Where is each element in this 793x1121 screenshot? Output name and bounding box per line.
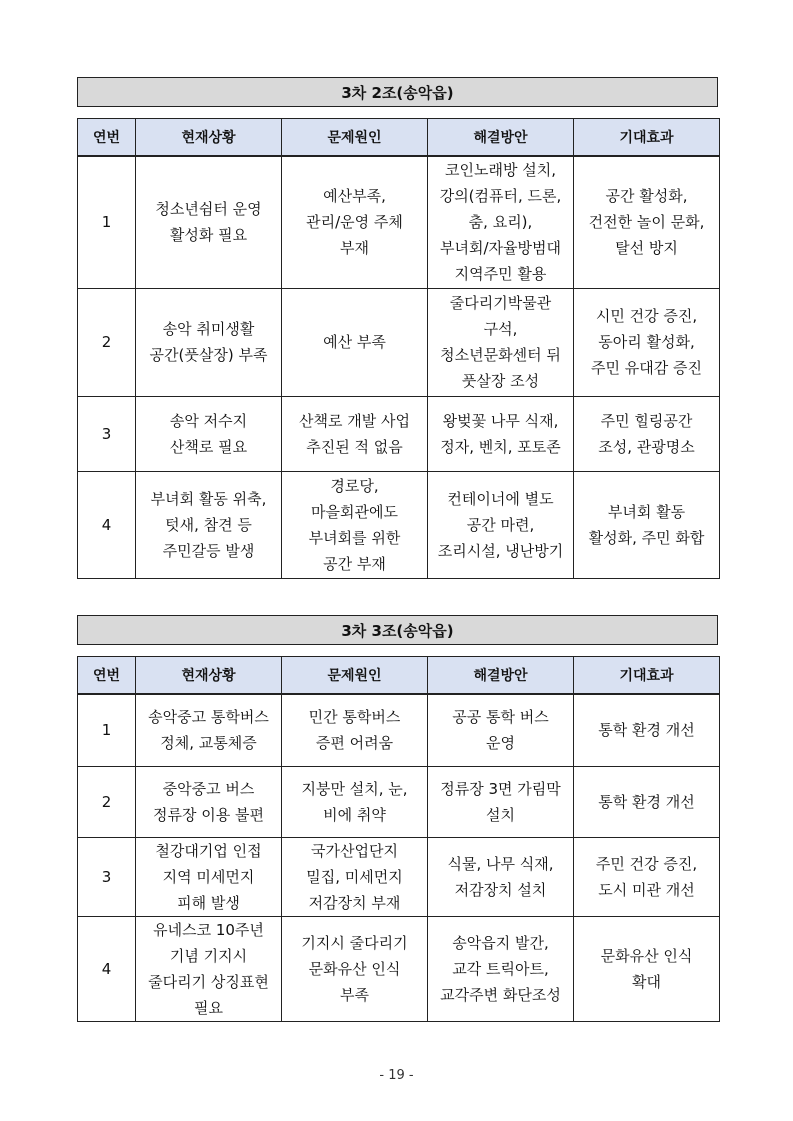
header-cell: 현재상황	[136, 119, 282, 157]
solution: 코인노래방 설치, 강의(컴퓨터, 드론, 춤, 요리), 부녀회/자율방범대 지역주민 활용	[428, 156, 574, 288]
expected-effect: 시민 건강 증진, 동아리 활성화, 주민 유대감 증진	[574, 288, 720, 396]
current-situation: 송악중고 통학버스 정체, 교통체증	[136, 694, 282, 766]
current-situation: 송악 저수지 산책로 필요	[136, 396, 282, 471]
table-row	[78, 396, 720, 471]
row-number: 2	[78, 766, 136, 837]
solution: 줄다리기박물관 구석, 청소년문화센터 뒤 풋살장 조성	[428, 288, 574, 396]
solution: 공공 통학 버스 운영	[428, 694, 574, 766]
expected-effect: 문화유산 인식 확대	[574, 916, 720, 1021]
problem-cause: 기지시 줄다리기 문화유산 인식 부족	[282, 916, 428, 1021]
page-number: - 19 -	[379, 1068, 414, 1083]
expected-effect: 주민 건강 증진, 도시 미관 개선	[574, 837, 720, 916]
solution: 송악읍지 발간, 교각 트릭아트, 교각주변 화단조성	[428, 916, 574, 1021]
problem-cause: 예산 부족	[282, 288, 428, 396]
solution: 정류장 3면 가림막 설치	[428, 766, 574, 837]
table-row	[78, 916, 720, 1021]
solution: 식물, 나무 식재, 저감장치 설치	[428, 837, 574, 916]
table-row	[78, 837, 720, 916]
header-cell: 현재상황	[136, 657, 282, 695]
problem-cause: 산책로 개발 사업 추진된 적 없음	[282, 396, 428, 471]
expected-effect: 통학 환경 개선	[574, 694, 720, 766]
table-row	[78, 766, 720, 837]
table-row	[78, 471, 720, 578]
row-number: 4	[78, 471, 136, 578]
row-number: 1	[78, 694, 136, 766]
problem-cause: 지붕만 설치, 눈, 비에 취약	[282, 766, 428, 837]
solution: 컨테이너에 별도 공간 마련, 조리시설, 냉난방기	[428, 471, 574, 578]
current-situation: 유네스코 10주년 기념 기지시 줄다리기 상징표현 필요	[136, 916, 282, 1021]
row-number: 1	[78, 156, 136, 288]
table-row	[78, 288, 720, 396]
header-row	[78, 119, 720, 157]
header-cell: 해결방안	[428, 119, 574, 157]
table-row	[78, 694, 720, 766]
header-cell: 기대효과	[574, 657, 720, 695]
header-cell: 기대효과	[574, 119, 720, 157]
row-number: 3	[78, 396, 136, 471]
expected-effect: 공간 활성화, 건전한 놀이 문화, 탈선 방지	[574, 156, 720, 288]
row-number: 3	[78, 837, 136, 916]
section-2	[77, 615, 718, 1022]
solution: 왕벚꽃 나무 식재, 정자, 벤치, 포토존	[428, 396, 574, 471]
header-cell: 연번	[78, 119, 136, 157]
table-row	[78, 156, 720, 288]
section-1	[77, 77, 718, 579]
data-table	[77, 118, 720, 579]
current-situation: 청소년쉼터 운영 활성화 필요	[136, 156, 282, 288]
current-situation: 부녀회 활동 위축, 텃새, 참견 등 주민갈등 발생	[136, 471, 282, 578]
header-cell: 문제원인	[282, 657, 428, 695]
header-cell: 연번	[78, 657, 136, 695]
problem-cause: 경로당, 마을회관에도 부녀회를 위한 공간 부재	[282, 471, 428, 578]
problem-cause: 국가산업단지 밀집, 미세먼지 저감장치 부재	[282, 837, 428, 916]
problem-cause: 민간 통학버스 증편 어려움	[282, 694, 428, 766]
current-situation: 철강대기업 인접 지역 미세먼지 피해 발생	[136, 837, 282, 916]
data-table	[77, 656, 720, 1022]
header-cell: 문제원인	[282, 119, 428, 157]
header-row	[78, 657, 720, 695]
expected-effect: 통학 환경 개선	[574, 766, 720, 837]
expected-effect: 부녀회 활동 활성화, 주민 화합	[574, 471, 720, 578]
row-number: 2	[78, 288, 136, 396]
section-title: 3차 2조(송악읍)	[77, 77, 718, 107]
current-situation: 송악 취미생활 공간(풋살장) 부족	[136, 288, 282, 396]
header-cell: 해결방안	[428, 657, 574, 695]
section-title: 3차 3조(송악읍)	[77, 615, 718, 645]
expected-effect: 주민 힐링공간 조성, 관광명소	[574, 396, 720, 471]
problem-cause: 예산부족, 관리/운영 주체 부재	[282, 156, 428, 288]
row-number: 4	[78, 916, 136, 1021]
current-situation: 중악중고 버스 정류장 이용 불편	[136, 766, 282, 837]
